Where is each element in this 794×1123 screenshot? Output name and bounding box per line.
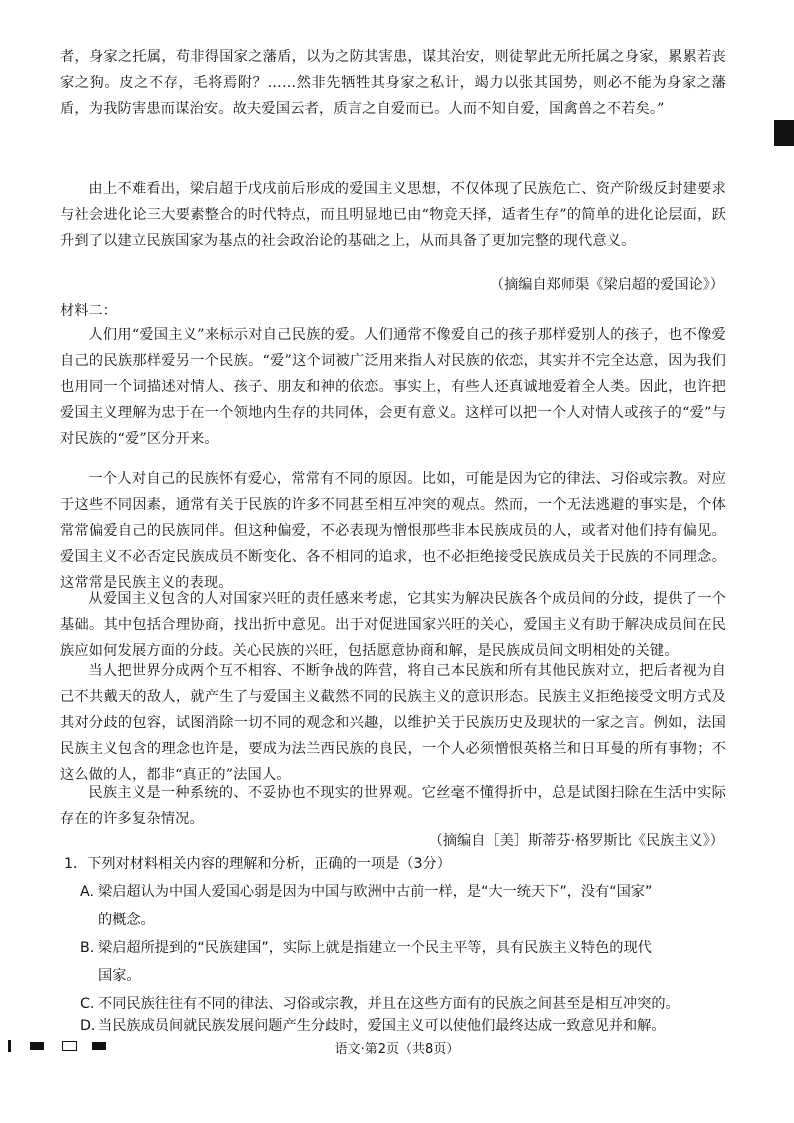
material2-paragraph-4: 当人把世界分成两个互不相容、不断争战的阵营，将自己本民族和所有其他民族对立，把后者视为自己不共戴天的敌人，就产生了与爱国主义截然不同的民族主义的意识形态。民族主义拒绝接受文明方式及其对分歧的包容，试图消除一切不同的观念和兴趣，以维护关于民族历史及现状的一家之言。例如，法国民族主义包含的理念也许是，要成为法兰西民族的良民，一个人必须憎恨英格兰和日耳曼的所有事物；不这么做的人，都非“真正的”法国人。 — [60, 663, 726, 783]
option-text: 梁启超所提到的“民族建国”，实际上就是指建立一个民主平等，具有民族主义特色的现代 — [98, 940, 652, 956]
material2-label: 材料二： — [60, 303, 117, 319]
page-footer — [0, 1036, 794, 1058]
material2-paragraph-2: 一个人对自己的民族怀有爱心，常常有不同的原因。比如，可能是因为它的律法、习俗或宗教。对应于这些不同因素，通常有关于民族的许多不同甚至相互冲突的观点。然而，一个无法逃避的事实是，个体常常偏爱自己的民族同伴。但这种偏爱，不必表现为憎恨那些非本民族成员的人，或者对他们持有偏见。爱国主义不必否定民族成员不断变化、各不相同的追求，也不必拒绝接受民族成员关于民族的不同理念。这常常是民族主义的表现。 — [60, 471, 726, 591]
material2-paragraph-1: 人们用“爱国主义”来标示对自己民族的爱。人们通常不像爱自己的孩子那样爱别人的孩子，也不像爱自己的民族那样爱另一个民族。“爱”这个词被广泛用来指人对民族的依恋，其实并不完全达意，因为我们也用同一个词描述对情人、孩子、朋友和神的依恋。事实上，有些人还真诚地爱着全人类。因此，也许把爱国主义理解为忠于在一个领地内生存的共同体，会更有意义。这样可以把一个人对情人或孩子的“爱”与对民族的“爱”区分开来。 — [60, 327, 726, 447]
passage1-source: （摘编自郑师渠《梁启超的爱国论》） — [489, 277, 724, 293]
option-b[interactable] — [80, 934, 736, 990]
option-key: C. — [80, 996, 95, 1012]
option-text: 不同民族往往有不同的律法、习俗或宗教，并且在这些方面有的民族之间甚至是相互冲突的。 — [98, 996, 680, 1012]
side-tab-mark — [774, 120, 794, 146]
passage1-text-continued: 者，身家之托属，苟非得国家之藩盾，以为之防其害患，谋其治安，则徒挈此无所托属之身家，累累若丧家之狗。皮之不存，毛将焉附？……然非先牺牲其身家之私计，竭力以张其国势，则必不能为身家之藩盾，为我防害患而谋治安。故夫爱国云者，质言之自爱而已。人而不知自爱，国禽兽之不若矣。” — [60, 49, 726, 117]
material2-paragraph-5: 民族主义是一种系统的、不妥协也不现实的世界观。它丝毫不懂得折中，总是试图扫除在生活中实际存在的许多复杂情况。 — [60, 785, 726, 827]
option-a[interactable] — [80, 878, 736, 934]
passage1-paragraph-2: 由上不难看出，梁启超于戊戌前后形成的爱国主义思想，不仅体现了民族危亡、资产阶级反封建要求与社会进化论三大要素整合的时代特点，而且明显地已由“物竞天择，适者生存”的简单的进化论层面，跃升到了以建立民族国家为基点的社会政治论的基础之上，从而具备了更加完整的现代意义。 — [60, 181, 726, 249]
option-key: A. — [80, 884, 94, 900]
material2-paragraph-3: 从爱国主义包含的人对国家兴旺的责任感来考虑，它其实为解决民族各个成员间的分歧，提供了一个基础。其中包括合理协商，找出折中意见。出于对促进国家兴旺的关心，爱国主义有助于解决成员间在民族应如何发展方面的分歧。关心民族的兴旺，包括愿意协商和解，是民族成员间文明相处的关键。 — [60, 591, 726, 659]
option-key: B. — [80, 940, 95, 956]
option-text-continued: 国家。 — [98, 968, 141, 984]
material2-source: （摘编自［美］斯蒂芬·格罗斯比《民族主义》） — [428, 833, 724, 849]
option-key: D. — [80, 1018, 96, 1034]
option-text: 当民族成员间就民族发展问题产生分歧时，爱国主义可以使他们最终达成一致意见并和解。 — [98, 1018, 666, 1034]
option-text: 梁启超认为中国人爱国心弱是因为中国与欧洲中古前一样，是“大一统天下”，没有“国家” — [98, 884, 653, 900]
page-number: 语文·第2页（共8页） — [334, 1042, 460, 1057]
question-stem: 1．下列对材料相关内容的理解和分析，正确的一项是（3分） — [64, 856, 451, 872]
option-text-continued: 的概念。 — [98, 912, 155, 928]
